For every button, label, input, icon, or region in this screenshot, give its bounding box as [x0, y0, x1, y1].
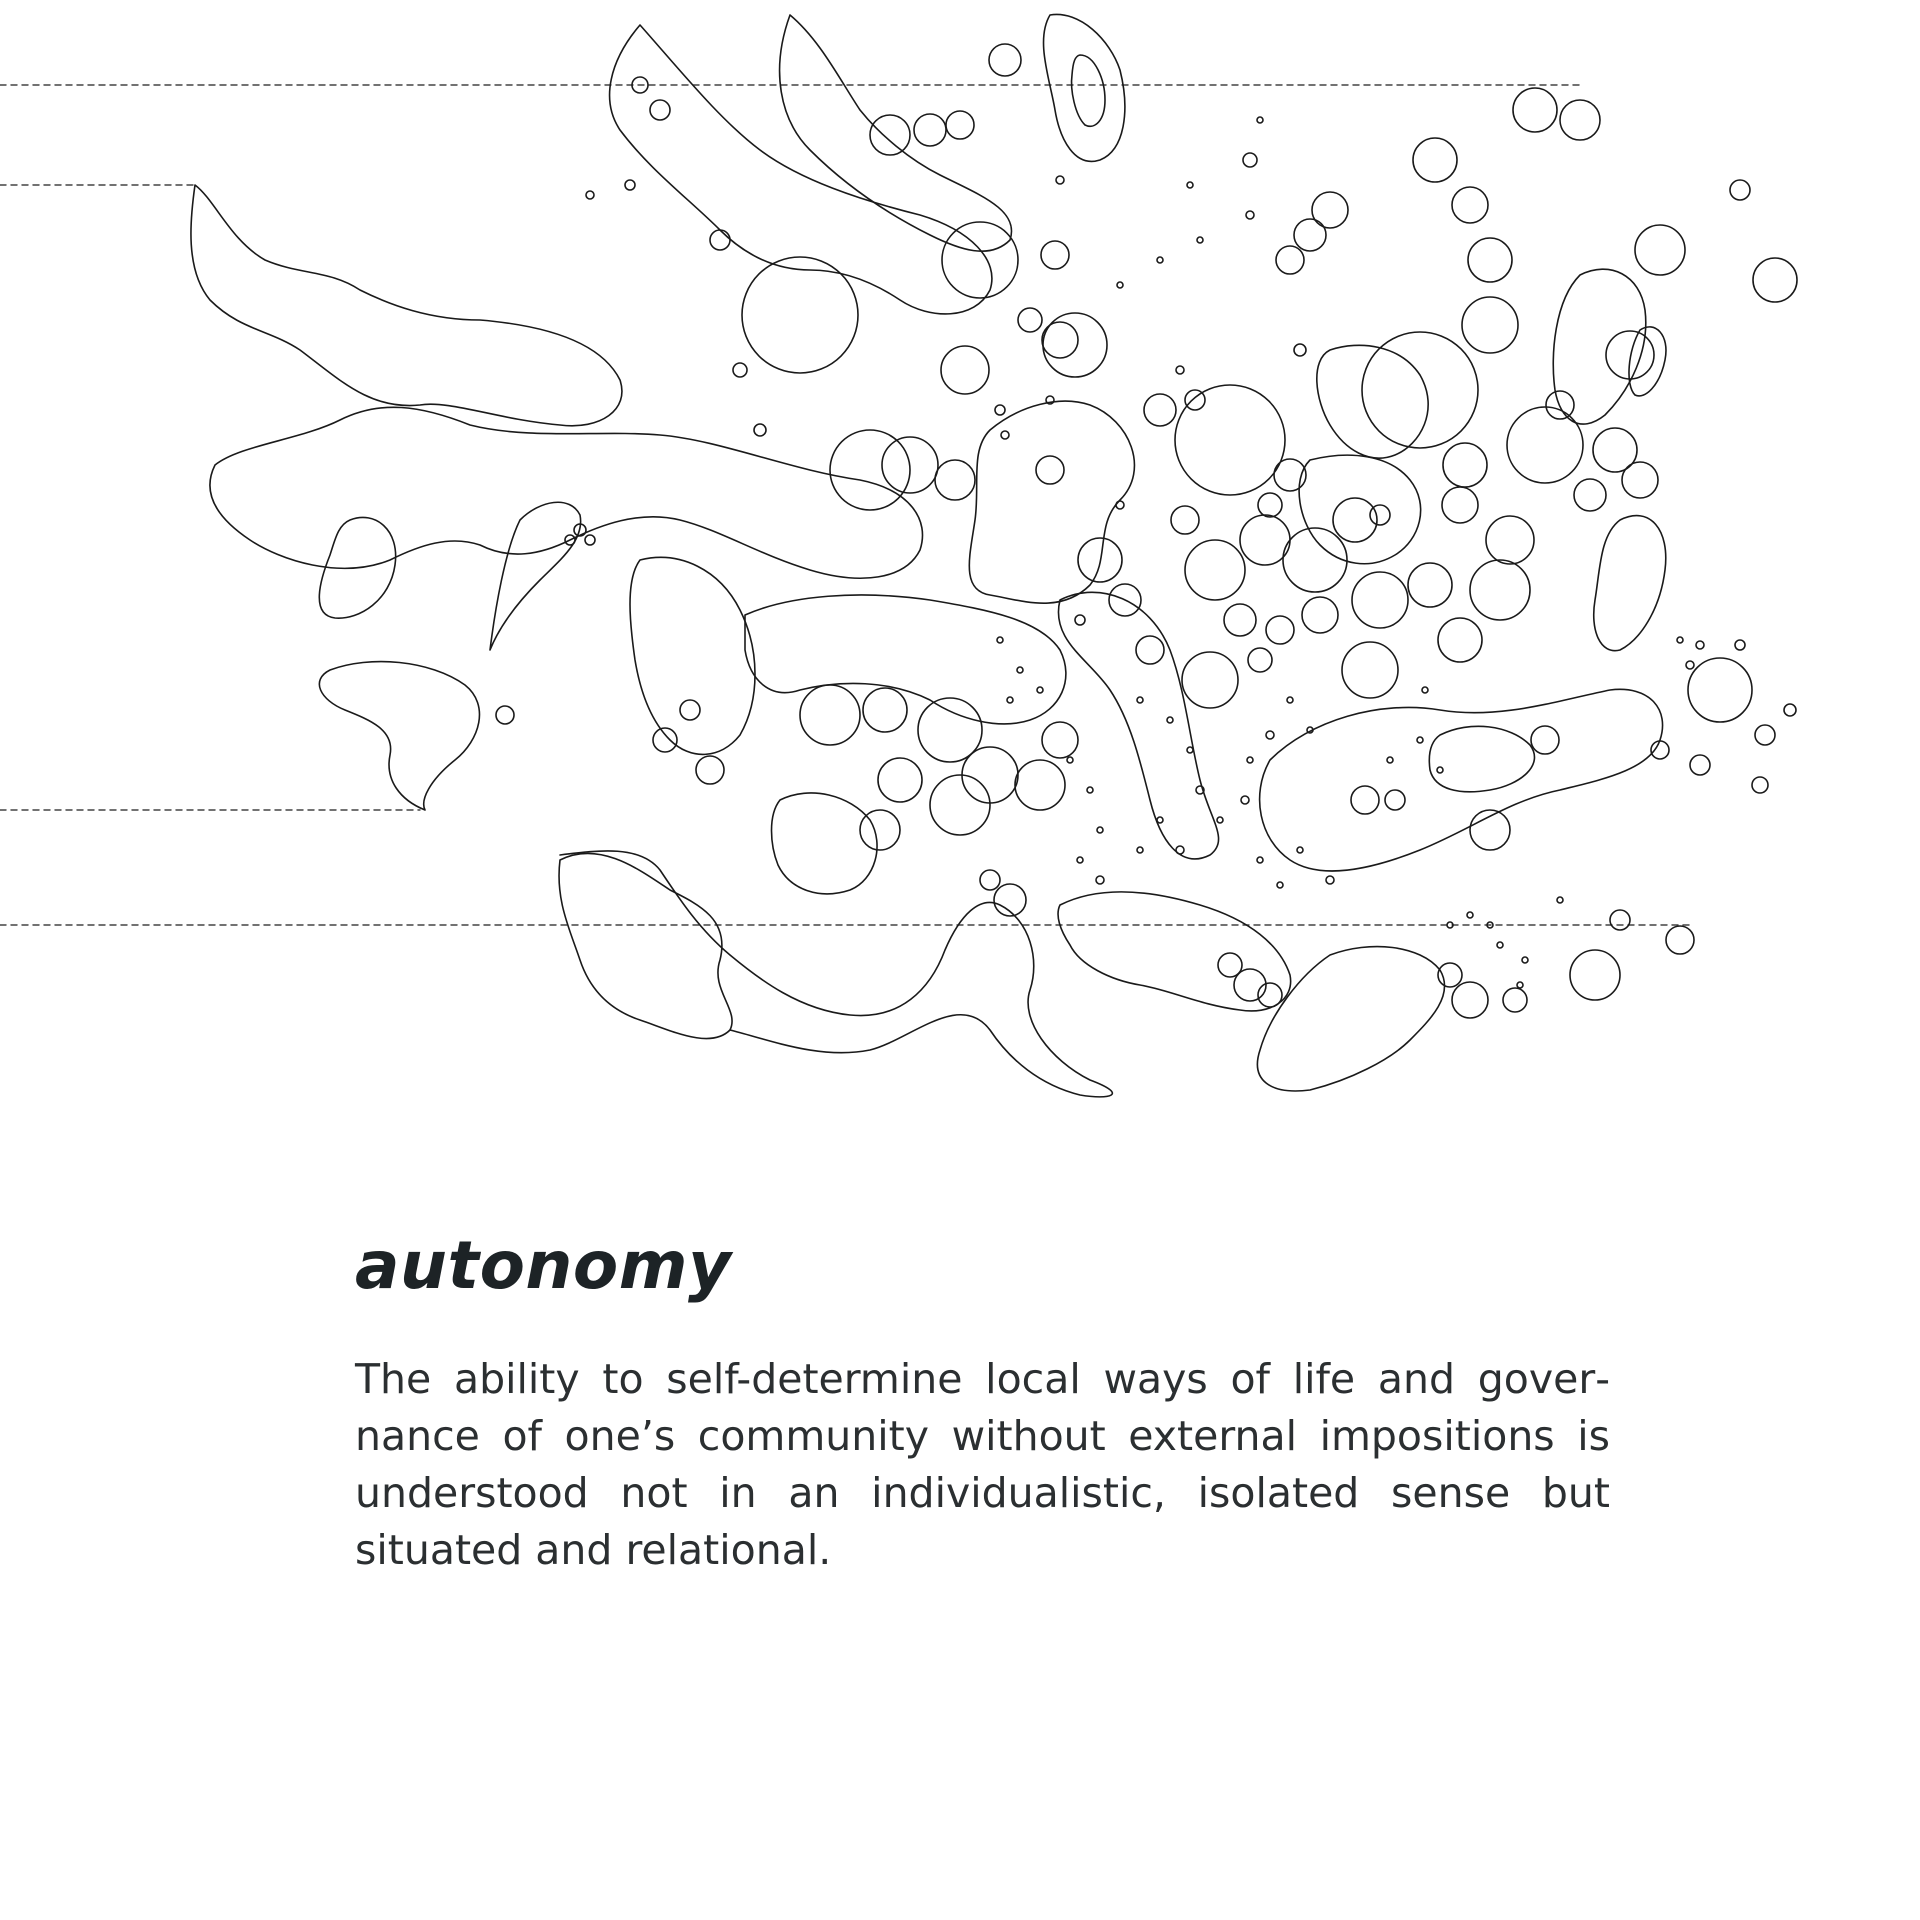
dot	[1087, 787, 1093, 793]
cell	[1468, 238, 1512, 282]
blob-right-inner	[1429, 726, 1534, 792]
cell	[1043, 313, 1107, 377]
cell	[1546, 391, 1574, 419]
dot	[1075, 615, 1085, 625]
cell	[878, 758, 922, 802]
dot	[1096, 876, 1104, 884]
dot	[1176, 846, 1184, 854]
cell	[863, 688, 907, 732]
cell	[860, 810, 900, 850]
dot	[1176, 366, 1184, 374]
cell	[1352, 572, 1408, 628]
dot	[1696, 641, 1704, 649]
cell	[1351, 786, 1379, 814]
cell	[1294, 219, 1326, 251]
cell	[942, 222, 1018, 298]
dot	[1677, 637, 1683, 643]
blob-center-large	[969, 401, 1134, 603]
cell	[1276, 246, 1304, 274]
cell	[1452, 982, 1488, 1018]
cell	[1342, 642, 1398, 698]
cell	[1730, 180, 1750, 200]
cell	[1452, 187, 1488, 223]
cell	[1312, 192, 1348, 228]
cell	[1560, 100, 1600, 140]
term-heading: autonomy	[355, 1227, 732, 1304]
cell	[1185, 540, 1245, 600]
cell	[1470, 560, 1530, 620]
dot	[1137, 697, 1143, 703]
blob-lower-right	[1257, 947, 1444, 1091]
dot	[1007, 697, 1013, 703]
cell	[1666, 926, 1694, 954]
cell	[1266, 616, 1294, 644]
dot	[585, 535, 595, 545]
cell	[1175, 385, 1285, 495]
cell	[1015, 760, 1065, 810]
cell	[1752, 777, 1768, 793]
dot	[1116, 501, 1124, 509]
blob-lower-left-cluster	[559, 853, 732, 1038]
dot	[1686, 661, 1694, 669]
dot	[710, 230, 730, 250]
cell	[1042, 322, 1078, 358]
cell	[946, 111, 974, 139]
blob-center-s-curve	[1058, 592, 1218, 859]
cell	[1413, 138, 1457, 182]
dot	[1137, 847, 1143, 853]
dot	[1497, 942, 1503, 948]
cell	[1438, 618, 1482, 662]
cell	[1438, 963, 1462, 987]
cell	[1462, 297, 1518, 353]
dot	[1117, 282, 1123, 288]
blob-left-spike	[490, 502, 581, 650]
blob-top-tendril	[610, 25, 992, 314]
cell	[1610, 910, 1630, 930]
cell	[980, 870, 1000, 890]
cell	[870, 115, 910, 155]
dot	[1197, 237, 1203, 243]
blob-lower-center	[1058, 892, 1291, 1011]
dot	[733, 363, 747, 377]
cell	[830, 430, 910, 510]
dot	[1167, 717, 1173, 723]
dot	[586, 191, 594, 199]
cell	[1144, 394, 1176, 426]
dot	[1187, 182, 1193, 188]
cell	[1182, 652, 1238, 708]
dot	[650, 100, 670, 120]
cell	[989, 44, 1021, 76]
blob-top-center	[780, 15, 1012, 251]
dot	[1241, 796, 1249, 804]
dot	[1287, 697, 1293, 703]
definition-text: The ability to self-determine local ways of life and governance of one’s community without external impositions is understood not in an individualistic, isolated sense but situated and relational.	[355, 1354, 1610, 1574]
dot	[754, 424, 766, 436]
dot	[1517, 982, 1523, 988]
cell	[1302, 597, 1338, 633]
dot	[1735, 640, 1745, 650]
dot	[1077, 857, 1083, 863]
cell	[1755, 725, 1775, 745]
cell	[1442, 487, 1478, 523]
cell	[1283, 528, 1347, 592]
dot	[496, 706, 514, 724]
cell	[1185, 390, 1205, 410]
dot	[997, 637, 1003, 643]
cell	[742, 257, 858, 373]
dot	[1097, 827, 1103, 833]
cell	[800, 685, 860, 745]
blob-lower-tail	[560, 851, 1112, 1097]
dot	[1257, 117, 1263, 123]
blob-bottom-left	[772, 793, 878, 894]
dot	[1522, 957, 1528, 963]
dot	[1257, 857, 1263, 863]
cell	[653, 728, 677, 752]
dot	[1784, 704, 1796, 716]
cell	[1753, 258, 1797, 302]
dot	[1243, 153, 1257, 167]
cell	[962, 747, 1018, 803]
blob-center-tube	[745, 595, 1066, 724]
dot	[1037, 687, 1043, 693]
dot	[1557, 897, 1563, 903]
blob-top-ring-inner	[1072, 55, 1105, 126]
cell	[1248, 648, 1272, 672]
cell	[1018, 308, 1042, 332]
cell	[1041, 241, 1069, 269]
dot	[1157, 817, 1163, 823]
dot	[1247, 757, 1253, 763]
cell	[930, 775, 990, 835]
dot	[1187, 747, 1193, 753]
dot	[1217, 817, 1223, 823]
dot	[1294, 344, 1306, 356]
dot	[1067, 757, 1073, 763]
dot	[1467, 912, 1473, 918]
cell	[935, 460, 975, 500]
cell	[1036, 456, 1064, 484]
cell	[1408, 563, 1452, 607]
cell	[1443, 443, 1487, 487]
cell	[1513, 88, 1557, 132]
dot	[1417, 737, 1423, 743]
cell	[1258, 493, 1282, 517]
cell	[1042, 722, 1078, 758]
cell	[1531, 726, 1559, 754]
cell	[1385, 790, 1405, 810]
cell	[941, 346, 989, 394]
blob-right-mid-loop	[1299, 455, 1421, 564]
blob-right-middle	[1594, 516, 1666, 651]
dot	[1266, 731, 1274, 739]
dot	[1326, 876, 1334, 884]
blob-left-upper	[191, 185, 622, 426]
blob-right-arm	[1260, 689, 1663, 871]
cell	[1370, 505, 1390, 525]
dot	[625, 180, 635, 190]
dot	[1001, 431, 1009, 439]
dot	[1422, 687, 1428, 693]
cell	[1507, 407, 1583, 483]
cell	[696, 756, 724, 784]
cell	[1570, 950, 1620, 1000]
definition-card	[355, 1227, 1610, 1579]
cell	[1218, 953, 1242, 977]
cell	[1622, 462, 1658, 498]
dot	[1246, 211, 1254, 219]
dot	[995, 405, 1005, 415]
dot	[1437, 767, 1443, 773]
dot	[1056, 176, 1064, 184]
cell	[1171, 506, 1199, 534]
cell	[1333, 498, 1377, 542]
cell	[1690, 755, 1710, 775]
dot	[1297, 847, 1303, 853]
cell	[1635, 225, 1685, 275]
blob-right-small-tall	[1629, 327, 1666, 396]
cell	[1486, 516, 1534, 564]
cell	[1136, 636, 1164, 664]
cell	[1362, 332, 1478, 448]
blob-center-right-loop	[1317, 345, 1428, 458]
blob-top-ring-outer	[1044, 14, 1125, 161]
dot	[1277, 882, 1283, 888]
dot	[1157, 257, 1163, 263]
cell	[1503, 988, 1527, 1012]
dot	[1017, 667, 1023, 673]
cell	[680, 700, 700, 720]
cell	[1688, 658, 1752, 722]
cell	[1574, 479, 1606, 511]
cell	[914, 114, 946, 146]
blob-right-tall	[1553, 269, 1646, 424]
blob-left-hook	[319, 662, 479, 810]
dot	[1387, 757, 1393, 763]
cell	[1224, 604, 1256, 636]
blob-mid-left-tube	[630, 557, 755, 754]
